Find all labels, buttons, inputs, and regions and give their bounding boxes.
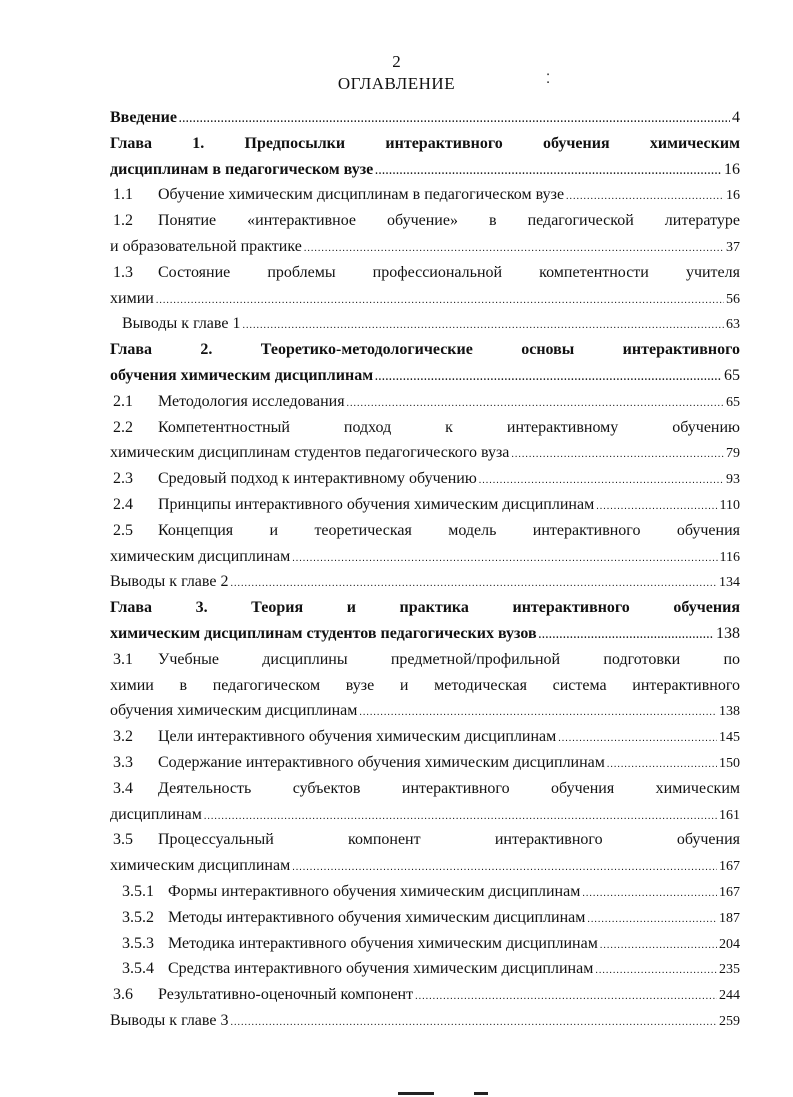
toc-section-number: 1.2 bbox=[113, 212, 133, 230]
toc-entry[interactable] bbox=[110, 208, 740, 260]
toc-page-number: 65 bbox=[724, 366, 740, 384]
toc-entry-text: и образовательной практике bbox=[110, 237, 302, 255]
toc-page-number: 134 bbox=[719, 575, 740, 591]
toc-entry[interactable] bbox=[110, 827, 740, 879]
toc-leader-dots bbox=[558, 726, 717, 750]
toc-leader-dots bbox=[292, 546, 717, 570]
toc-page-number: 138 bbox=[716, 624, 740, 642]
toc-page-number: 145 bbox=[719, 730, 740, 746]
toc-leader-dots bbox=[242, 313, 724, 337]
scan-edge-mark bbox=[474, 1092, 488, 1095]
toc-page-number: 93 bbox=[726, 472, 740, 488]
toc-page-number: 161 bbox=[719, 807, 740, 823]
toc-entry-text: Понятие «интерактивное обучение» в педагогической литературе bbox=[158, 212, 740, 230]
toc-section-number: 2.2 bbox=[113, 418, 133, 436]
page-title: ОГЛАВЛЕНИЕ bbox=[337, 74, 456, 93]
toc-page-number: 244 bbox=[719, 988, 740, 1004]
toc-entry[interactable] bbox=[110, 595, 740, 647]
toc-page-number: 235 bbox=[719, 962, 740, 978]
toc-leader-dots bbox=[204, 804, 717, 828]
toc-entry[interactable] bbox=[110, 905, 740, 931]
toc-entry-text: Методология исследования bbox=[158, 392, 345, 410]
toc-entry-text: Глава 2. Теоретико-методологические основы интерактивного bbox=[110, 341, 740, 359]
toc-entry-text: дисциплинам в педагогическом вузе bbox=[110, 160, 374, 178]
toc-leader-dots bbox=[582, 881, 717, 905]
toc-entry-text: Методы интерактивного обучения химическим дисциплинам bbox=[168, 908, 586, 926]
toc-leader-dots bbox=[347, 391, 724, 415]
toc-entry-text: химическим дисциплинам студентов педагогического вуза bbox=[110, 444, 510, 462]
toc-entry-text: химическим дисциплинам bbox=[110, 547, 291, 565]
table-of-contents bbox=[110, 105, 740, 1034]
toc-entry-text: Состояние проблемы профессиональной компетентности учителя bbox=[158, 263, 740, 281]
toc-entry[interactable] bbox=[110, 724, 740, 750]
toc-section-number: 1.3 bbox=[113, 263, 133, 281]
toc-page-number: 259 bbox=[719, 1013, 740, 1029]
toc-entry-text: обучения химическим дисциплинам bbox=[110, 366, 374, 384]
toc-page-number: 110 bbox=[719, 497, 740, 513]
toc-section-number: 3.2 bbox=[113, 728, 133, 746]
toc-entry-text: дисциплинам bbox=[110, 805, 202, 823]
toc-entry-text: химии в педагогическом вузе и методическая система интерактивного bbox=[110, 676, 740, 694]
toc-page-number: 138 bbox=[719, 704, 740, 720]
toc-entry[interactable] bbox=[110, 389, 740, 415]
toc-leader-dots bbox=[539, 623, 714, 647]
toc-entry-text: Выводы к главе 1 bbox=[122, 315, 241, 333]
toc-entry-text: Концепция и теоретическая модель интерактивного обучения bbox=[158, 521, 740, 539]
toc-leader-dots bbox=[600, 933, 717, 957]
toc-entry[interactable] bbox=[110, 750, 740, 776]
toc-entry-text: Средства интерактивного обучения химическим дисциплинам bbox=[168, 960, 594, 978]
toc-leader-dots bbox=[179, 107, 730, 131]
toc-entry-text: обучения химическим дисциплинам bbox=[110, 702, 358, 720]
toc-entry[interactable] bbox=[110, 518, 740, 570]
toc-entry[interactable] bbox=[110, 466, 740, 492]
toc-entry-text: химическим дисциплинам bbox=[110, 857, 291, 875]
toc-section-number: 3.5.2 bbox=[122, 908, 154, 926]
toc-section-number: 3.5 bbox=[113, 831, 133, 849]
toc-leader-dots bbox=[304, 236, 724, 260]
toc-leader-dots bbox=[415, 984, 717, 1008]
toc-leader-dots bbox=[596, 494, 717, 518]
toc-leader-dots bbox=[375, 365, 722, 389]
toc-page-number: 150 bbox=[719, 755, 740, 771]
toc-section-number: 3.6 bbox=[113, 986, 133, 1004]
toc-entry-text: Средовый подход к интерактивному обучению bbox=[158, 470, 477, 488]
toc-page-number: 187 bbox=[719, 910, 740, 926]
toc-page-number: 37 bbox=[726, 239, 740, 255]
toc-page-number: 63 bbox=[726, 317, 740, 333]
toc-entry[interactable] bbox=[110, 982, 740, 1008]
toc-leader-dots bbox=[566, 184, 724, 208]
toc-section-number: 3.4 bbox=[113, 779, 133, 797]
toc-page-number: 65 bbox=[726, 394, 740, 410]
toc-entry[interactable] bbox=[110, 569, 740, 595]
toc-entry-text: Выводы к главе 3 bbox=[110, 1011, 229, 1029]
toc-entry-text: Результативно-оценочный компонент bbox=[158, 986, 414, 1004]
toc-entry-text: Выводы к главе 2 bbox=[110, 573, 229, 591]
page-number: 2 bbox=[392, 52, 401, 71]
toc-page-number: 16 bbox=[724, 160, 740, 178]
toc-leader-dots bbox=[359, 700, 717, 724]
toc-entry[interactable] bbox=[110, 311, 740, 337]
toc-entry-text: Содержание интерактивного обучения химическим дисциплинам bbox=[158, 753, 605, 771]
toc-entry-text: Деятельность субъектов интерактивного обучения химическим bbox=[158, 779, 740, 797]
toc-entry-text: Принципы интерактивного обучения химическим дисциплинам bbox=[158, 495, 595, 513]
toc-entry[interactable] bbox=[110, 131, 740, 183]
toc-page-number: 16 bbox=[726, 188, 740, 204]
toc-entry[interactable] bbox=[110, 879, 740, 905]
toc-entry[interactable] bbox=[110, 182, 740, 208]
toc-section-number: 2.1 bbox=[113, 392, 133, 410]
toc-page-number: 167 bbox=[719, 884, 740, 900]
toc-leader-dots bbox=[595, 958, 717, 982]
toc-entry-text: Введение bbox=[110, 109, 177, 126]
toc-section-number: 3.5.1 bbox=[122, 882, 154, 900]
toc-page-number: 79 bbox=[726, 446, 740, 462]
toc-entry[interactable] bbox=[110, 415, 740, 467]
toc-page-number: 4 bbox=[732, 109, 740, 126]
toc-section-number: 3.1 bbox=[113, 650, 133, 668]
toc-section-number: 3.3 bbox=[113, 753, 133, 771]
toc-leader-dots bbox=[292, 855, 717, 879]
toc-entry-text: Учебные дисциплины предметной/профильной подготовки по bbox=[158, 650, 740, 668]
toc-leader-dots bbox=[375, 159, 722, 183]
toc-entry-text: Обучение химическим дисциплинам в педагогическом вузе bbox=[158, 186, 565, 204]
toc-entry-text: Методика интерактивного обучения химическим дисциплинам bbox=[168, 934, 598, 952]
toc-entry-text: химии bbox=[110, 289, 154, 307]
toc-entry[interactable] bbox=[110, 956, 740, 982]
toc-entry-text: Формы интерактивного обучения химическим дисциплинам bbox=[168, 882, 581, 900]
toc-section-number: 2.3 bbox=[113, 470, 133, 488]
toc-entry[interactable] bbox=[110, 337, 740, 389]
toc-leader-dots bbox=[230, 571, 717, 595]
toc-entry[interactable] bbox=[110, 931, 740, 957]
toc-entry-text: Глава 3. Теория и практика интерактивного обучения bbox=[110, 599, 740, 617]
toc-leader-dots bbox=[607, 752, 717, 776]
toc-entry-text: химическим дисциплинам студентов педагогических вузов bbox=[110, 624, 537, 642]
toc-page-number: 116 bbox=[719, 549, 740, 565]
toc-page-number: 167 bbox=[719, 859, 740, 875]
toc-leader-dots bbox=[230, 1010, 717, 1034]
toc-page-number: 204 bbox=[719, 936, 740, 952]
toc-section-number: 3.5.3 bbox=[122, 934, 154, 952]
toc-entry-text: Компетентностный подход к интерактивному обучению bbox=[158, 418, 740, 436]
scan-speck: ⁚ bbox=[546, 71, 551, 86]
toc-leader-dots bbox=[587, 907, 717, 931]
toc-section-number: 2.5 bbox=[113, 521, 133, 539]
toc-entry[interactable] bbox=[110, 105, 740, 131]
scan-edge-mark bbox=[398, 1092, 434, 1095]
toc-section-number: 3.5.4 bbox=[122, 960, 154, 978]
toc-leader-dots bbox=[156, 288, 724, 312]
toc-entry-text: Глава 1. Предпосылки интерактивного обучения химическим bbox=[110, 134, 740, 152]
toc-entry[interactable] bbox=[110, 260, 740, 312]
toc-entry[interactable] bbox=[110, 1008, 740, 1034]
toc-entry[interactable] bbox=[110, 776, 740, 828]
toc-leader-dots bbox=[479, 468, 724, 492]
toc-section-number: 1.1 bbox=[113, 186, 133, 204]
toc-entry-text: Цели интерактивного обучения химическим дисциплинам bbox=[158, 728, 557, 746]
toc-leader-dots bbox=[511, 442, 724, 466]
toc-entry-text: Процессуальный компонент интерактивного обучения bbox=[158, 831, 740, 849]
toc-entry[interactable] bbox=[110, 492, 740, 518]
toc-entry[interactable] bbox=[110, 647, 740, 724]
toc-page-number: 56 bbox=[726, 291, 740, 307]
toc-section-number: 2.4 bbox=[113, 495, 133, 513]
